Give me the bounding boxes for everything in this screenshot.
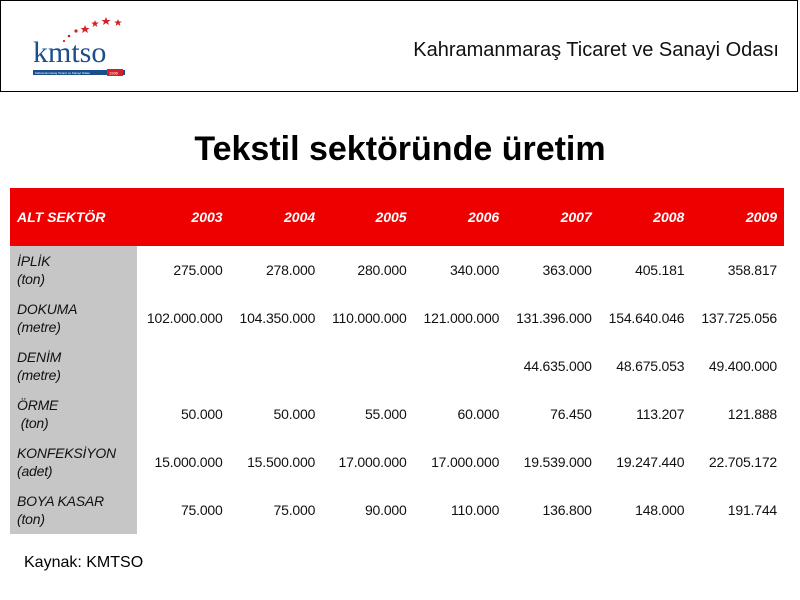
value-cell: 102.000.000 bbox=[137, 294, 230, 342]
production-table bbox=[10, 188, 784, 534]
sector-name: BOYA KASAR bbox=[17, 493, 104, 509]
sector-name: DENİM bbox=[17, 349, 62, 365]
table-row bbox=[10, 246, 784, 294]
sector-name: KONFEKSİYON bbox=[17, 445, 116, 461]
column-header: 2003 bbox=[137, 188, 230, 246]
sector-unit: (metre) bbox=[17, 367, 61, 383]
organization-name: Kahramanmaraş Ticaret ve Sanayi Odası bbox=[413, 39, 779, 61]
value-cell: 121.888 bbox=[691, 390, 784, 438]
sector-cell bbox=[10, 246, 137, 294]
value-cell: 363.000 bbox=[506, 246, 599, 294]
value-cell: 19.539.000 bbox=[506, 438, 599, 486]
sector-cell bbox=[10, 390, 137, 438]
value-cell: 358.817 bbox=[691, 246, 784, 294]
sector-unit: (ton) bbox=[17, 415, 49, 431]
value-cell: 137.725.056 bbox=[691, 294, 784, 342]
sector-unit: (ton) bbox=[17, 511, 45, 527]
table-row bbox=[10, 294, 784, 342]
value-cell: 55.000 bbox=[322, 390, 413, 438]
table-header-row bbox=[10, 188, 784, 246]
source-note: Kaynak: KMTSO bbox=[24, 554, 144, 571]
column-header: 2009 bbox=[691, 188, 784, 246]
sector-unit: (ton) bbox=[17, 271, 45, 287]
sector-name: ÖRME bbox=[17, 397, 59, 413]
value-cell: 278.000 bbox=[230, 246, 323, 294]
value-cell: 275.000 bbox=[137, 246, 230, 294]
value-cell: 121.000.000 bbox=[414, 294, 507, 342]
value-cell: 17.000.000 bbox=[322, 438, 413, 486]
value-cell: 113.207 bbox=[599, 390, 692, 438]
column-header: 2005 bbox=[322, 188, 413, 246]
column-header: 2006 bbox=[414, 188, 507, 246]
value-cell: 405.181 bbox=[599, 246, 692, 294]
value-cell: 104.350.000 bbox=[230, 294, 323, 342]
value-cell: 75.000 bbox=[137, 486, 230, 534]
value-cell: 44.635.000 bbox=[506, 342, 599, 390]
page-title: Tekstil sektöründe üretim bbox=[194, 130, 606, 168]
column-header: 2004 bbox=[230, 188, 323, 246]
logo-badge: 1996 bbox=[109, 70, 118, 76]
value-cell: 280.000 bbox=[322, 246, 413, 294]
kmtso-logo bbox=[29, 15, 139, 79]
value-cell: 148.000 bbox=[599, 486, 692, 534]
column-header: 2008 bbox=[599, 188, 692, 246]
table-row bbox=[10, 342, 784, 390]
value-cell bbox=[137, 342, 230, 390]
value-cell bbox=[230, 342, 323, 390]
table-body bbox=[10, 246, 784, 534]
value-cell: 49.400.000 bbox=[691, 342, 784, 390]
sector-cell bbox=[10, 486, 137, 534]
sector-unit: (metre) bbox=[17, 319, 61, 335]
value-cell bbox=[322, 342, 413, 390]
header-bar bbox=[0, 0, 798, 92]
sector-name: İPLİK bbox=[17, 253, 51, 269]
value-cell: 76.450 bbox=[506, 390, 599, 438]
value-cell: 154.640.046 bbox=[599, 294, 692, 342]
value-cell: 15.500.000 bbox=[230, 438, 323, 486]
value-cell: 136.800 bbox=[506, 486, 599, 534]
logo-subtitle: Kahramanmaraş Ticaret ve Sanayi Odası bbox=[35, 71, 90, 75]
value-cell: 90.000 bbox=[322, 486, 413, 534]
value-cell: 60.000 bbox=[414, 390, 507, 438]
value-cell: 131.396.000 bbox=[506, 294, 599, 342]
sector-unit: (adet) bbox=[17, 463, 53, 479]
value-cell: 19.247.440 bbox=[599, 438, 692, 486]
column-header: ALT SEKTÖR bbox=[10, 188, 137, 246]
value-cell: 50.000 bbox=[137, 390, 230, 438]
sector-name: DOKUMA bbox=[17, 301, 78, 317]
value-cell: 110.000 bbox=[414, 486, 507, 534]
table-row bbox=[10, 486, 784, 534]
value-cell: 50.000 bbox=[230, 390, 323, 438]
sector-cell bbox=[10, 294, 137, 342]
value-cell: 340.000 bbox=[414, 246, 507, 294]
logo-wordmark: kmtso bbox=[33, 36, 107, 69]
value-cell: 22.705.172 bbox=[691, 438, 784, 486]
value-cell bbox=[414, 342, 507, 390]
value-cell: 191.744 bbox=[691, 486, 784, 534]
value-cell: 110.000.000 bbox=[322, 294, 413, 342]
table-row bbox=[10, 438, 784, 486]
sector-cell bbox=[10, 342, 137, 390]
sector-cell bbox=[10, 438, 137, 486]
value-cell: 75.000 bbox=[230, 486, 323, 534]
value-cell: 17.000.000 bbox=[414, 438, 507, 486]
value-cell: 15.000.000 bbox=[137, 438, 230, 486]
table-row bbox=[10, 390, 784, 438]
value-cell: 48.675.053 bbox=[599, 342, 692, 390]
column-header: 2007 bbox=[506, 188, 599, 246]
